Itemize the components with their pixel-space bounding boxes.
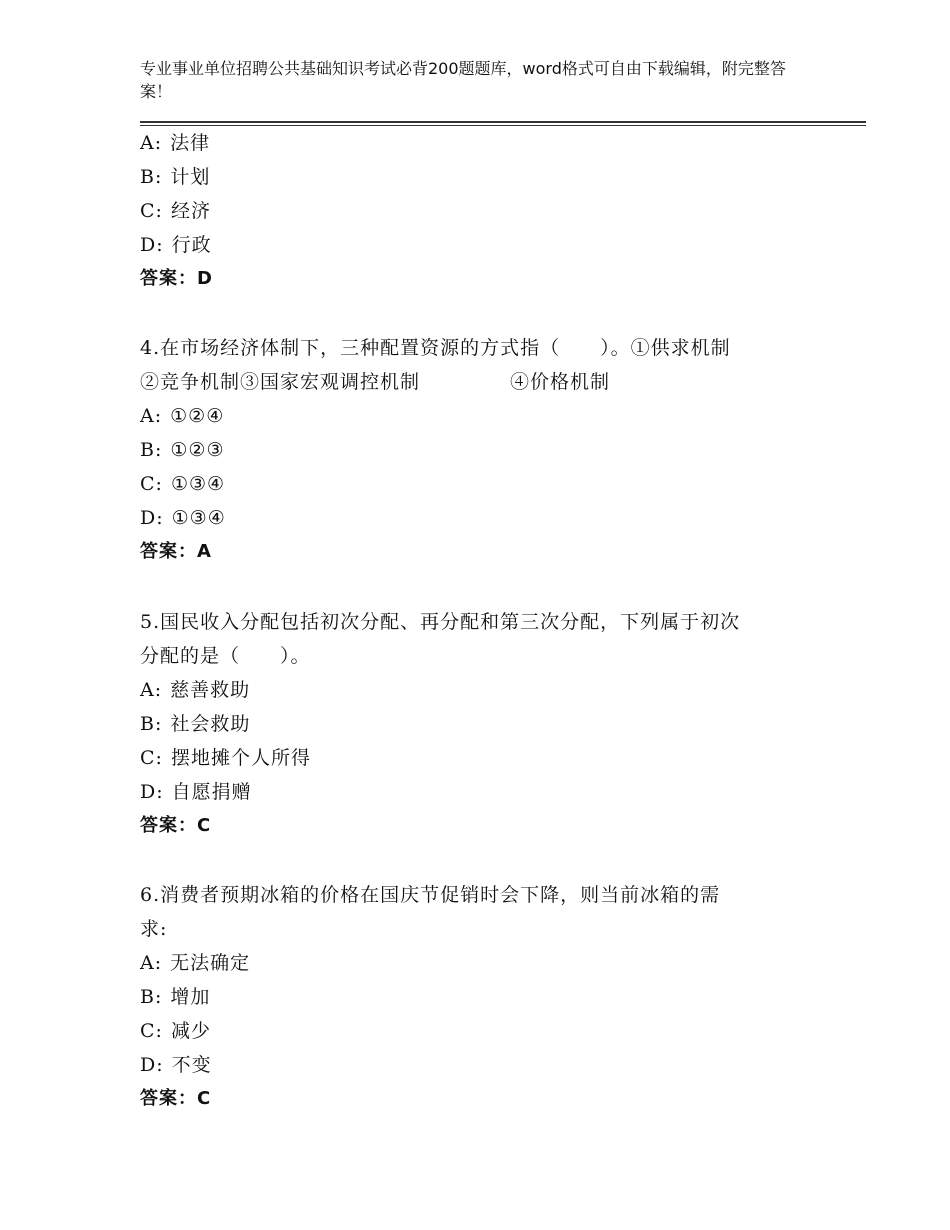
option-letter: A: xyxy=(140,405,163,427)
option-text: 法律 xyxy=(170,132,211,154)
q4-stem-line2-b: ④价格机制 xyxy=(510,371,611,393)
option-text: 增加 xyxy=(170,986,211,1008)
option-letter: A: xyxy=(140,132,163,154)
q4-option-c xyxy=(140,472,225,496)
q6-option-c xyxy=(140,1019,211,1043)
option-text: 无法确定 xyxy=(170,952,251,974)
q5-option-d xyxy=(140,780,252,804)
q4-option-b xyxy=(140,438,224,462)
q6-option-b xyxy=(140,985,210,1009)
q4-option-d xyxy=(140,506,226,530)
option-letter: B: xyxy=(140,166,163,188)
q5-option-b xyxy=(140,712,250,736)
q5-option-a xyxy=(140,678,250,702)
q6-option-a xyxy=(140,951,250,975)
option-text: 减少 xyxy=(170,1020,211,1042)
option-text: 行政 xyxy=(171,234,212,256)
q4-stem-line2-a: ②竞争机制③国家宏观调控机制 xyxy=(140,371,421,393)
q6-option-d xyxy=(140,1053,212,1077)
option-text: ①②③ xyxy=(170,439,225,461)
option-text: 慈善救助 xyxy=(170,679,251,701)
option-letter: C: xyxy=(140,747,163,769)
option-letter: D: xyxy=(140,234,164,256)
option-letter: C: xyxy=(140,1020,163,1042)
q4-option-a xyxy=(140,404,224,428)
option-text: ①③④ xyxy=(170,473,226,495)
option-letter: B: xyxy=(140,713,163,735)
option-text: 自愿捐赠 xyxy=(171,781,252,803)
option-text: ①③④ xyxy=(171,507,226,529)
option-letter: D: xyxy=(140,781,164,803)
q6-answer: 答案：C xyxy=(140,1088,212,1109)
option-text: 不变 xyxy=(171,1054,212,1076)
option-text: 计划 xyxy=(170,166,211,188)
option-letter: D: xyxy=(140,507,164,529)
option-letter: C: xyxy=(140,473,163,495)
q5-stem-line2: 分配的是（ ）。 xyxy=(140,645,311,667)
q3-option-a xyxy=(140,131,210,155)
q5-answer: 答案：C xyxy=(140,815,212,836)
option-text: 社会救助 xyxy=(170,713,251,735)
q5-option-c xyxy=(140,746,311,770)
q3-option-b xyxy=(140,165,210,189)
option-text: 摆地摊个人所得 xyxy=(170,747,311,769)
header-rule-thick xyxy=(140,121,866,123)
q4-stem-line1: 4.在市场经济体制下，三种配置资源的方式指（ ）。①供求机制 xyxy=(140,337,731,359)
option-letter: B: xyxy=(140,439,163,461)
option-letter: A: xyxy=(140,679,163,701)
option-letter: C: xyxy=(140,200,163,222)
q3-option-d xyxy=(140,233,212,257)
q3-option-c xyxy=(140,199,211,223)
q5-stem-line1: 5.国民收入分配包括初次分配、再分配和第三次分配，下列属于初次 xyxy=(140,611,741,633)
option-letter: D: xyxy=(140,1054,164,1076)
q4-answer: 答案：A xyxy=(140,541,212,562)
q6-stem-line2: 求: xyxy=(140,918,168,940)
q6-stem-line1: 6.消费者预期冰箱的价格在国庆节促销时会下降，则当前冰箱的需 xyxy=(140,884,721,906)
option-text: ①②④ xyxy=(170,405,225,427)
document-header: 专业事业单位招聘公共基础知识考试必背200题题库，word格式可自由下载编辑，附完整答案！ xyxy=(140,59,786,101)
q4-stem-line2 xyxy=(140,370,610,394)
option-text: 经济 xyxy=(170,200,211,222)
q3-answer: 答案：D xyxy=(140,268,213,289)
header-rule-thin xyxy=(140,125,866,126)
option-letter: A: xyxy=(140,952,163,974)
option-letter: B: xyxy=(140,986,163,1008)
